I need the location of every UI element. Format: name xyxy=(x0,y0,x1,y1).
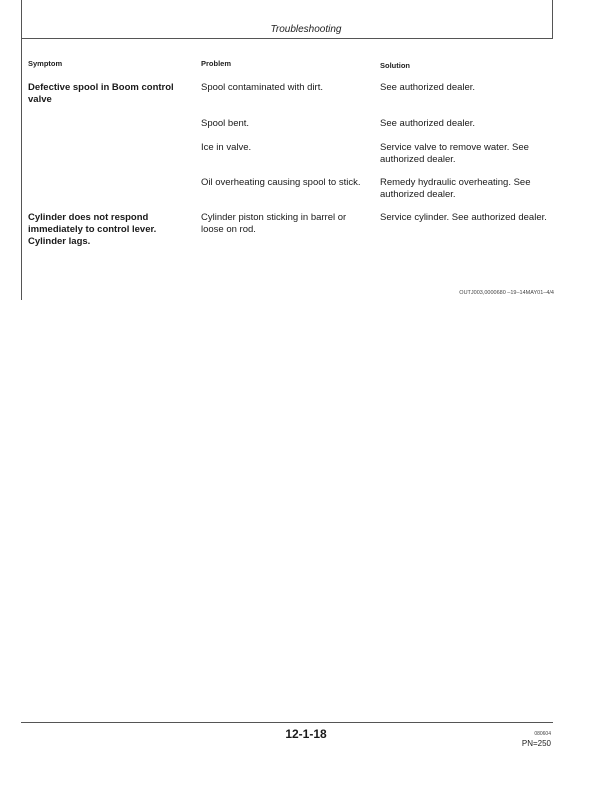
table-row-solution: Remedy hydraulic overheating. See authorized dealer. xyxy=(380,177,531,200)
column-header-solution: Solution xyxy=(380,61,410,70)
section-title: Troubleshooting xyxy=(270,24,342,35)
pn-label: PN=250 xyxy=(521,739,551,748)
table-row-solution: Service valve to remove water. See authorized dealer. xyxy=(380,142,529,165)
table-row-symptom: Cylinder does not respond immediately to control lever. Cylinder lags. xyxy=(28,212,157,247)
column-header-problem: Problem xyxy=(201,59,232,68)
reference-code: OUTJ003,0000680 –19–14MAY01–4/4 xyxy=(459,290,554,296)
left-margin-line xyxy=(21,0,22,300)
table-row-problem: Spool bent. xyxy=(201,118,250,129)
page-number: 12-1-18 xyxy=(285,727,327,741)
table-row-symptom: Defective spool in Boom control valve xyxy=(28,82,174,105)
table-row-problem: Spool contaminated with dirt. xyxy=(201,82,323,93)
table-row-problem: Oil overheating causing spool to stick. xyxy=(201,177,361,188)
table-row-solution: Service cylinder. See authorized dealer. xyxy=(380,212,547,223)
table-row-solution: See authorized dealer. xyxy=(380,118,476,129)
header-rule xyxy=(21,38,553,39)
column-header-symptom: Symptom xyxy=(28,59,63,68)
table-row-solution: See authorized dealer. xyxy=(380,82,476,93)
footer-rule xyxy=(21,722,553,723)
table-row-problem: Ice in valve. xyxy=(201,142,252,153)
doc-code: 080604 xyxy=(534,731,551,737)
table-row-problem: Cylinder piston sticking in barrel or loose on rod. xyxy=(201,212,347,235)
